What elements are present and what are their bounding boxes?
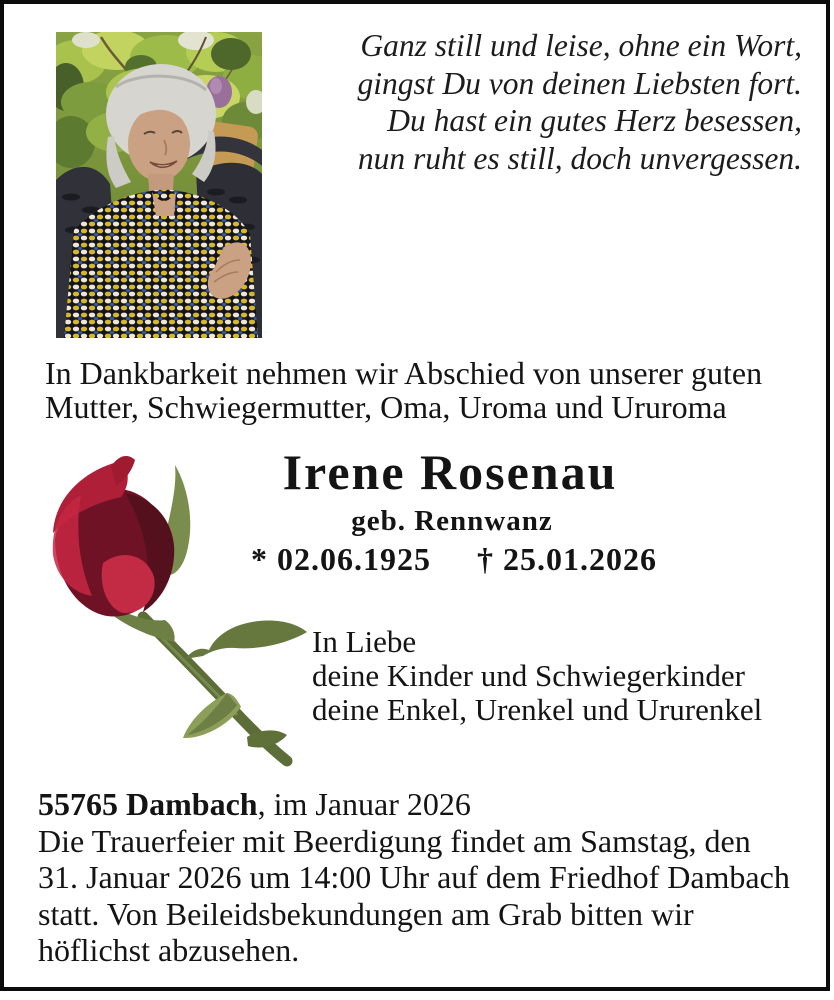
place-name: 55765 Dambach <box>38 786 258 822</box>
birth-date: * 02.06.1925 <box>251 541 431 577</box>
announcement-line: 31. Januar 2026 um 14:00 Uhr auf dem Friedhof Dambach <box>38 859 790 895</box>
death-date: † 25.01.2026 <box>477 541 657 577</box>
maiden-name: geb. Rennwanz <box>351 505 553 537</box>
place-date-line <box>38 786 790 823</box>
farewell-intro <box>45 356 762 424</box>
rose-illustration <box>25 445 310 770</box>
poem-line: nun ruht es still, doch unvergessen. <box>357 140 802 176</box>
deceased-name: Irene Rosenau <box>282 444 618 500</box>
mourners-block <box>312 625 762 727</box>
announcement-line: Die Trauerfeier mit Beerdigung findet am Samstag, den <box>38 822 751 859</box>
farewell-line: In Liebe <box>312 624 417 659</box>
intro-line: Mutter, Schwiegermutter, Oma, Uroma und Ururoma <box>45 389 727 425</box>
announcement-line: statt. Von Beileidsbekundungen am Grab bitten wir <box>38 895 694 932</box>
portrait-photo-image <box>56 32 262 338</box>
funeral-announcement <box>38 786 790 969</box>
announcement-line: höflichst abzusehen. <box>38 932 300 968</box>
poem-line: Du hast ein gutes Herz besessen, <box>387 103 802 138</box>
memorial-poem <box>300 27 802 177</box>
poem-line: gingst Du von deinen Liebsten fort. <box>357 65 802 101</box>
farewell-line: deine Kinder und Schwiegerkinder <box>312 658 746 693</box>
intro-line: In Dankbarkeit nehmen wir Abschied von unserer guten <box>45 355 763 391</box>
portrait-photo <box>56 32 262 338</box>
date-suffix: , im Januar 2026 <box>257 786 471 822</box>
rose-image <box>25 445 310 770</box>
poem-line: Ganz still und leise, ohne ein Wort, <box>360 28 802 63</box>
farewell-line: deine Enkel, Urenkel und Ururenkel <box>312 692 763 727</box>
